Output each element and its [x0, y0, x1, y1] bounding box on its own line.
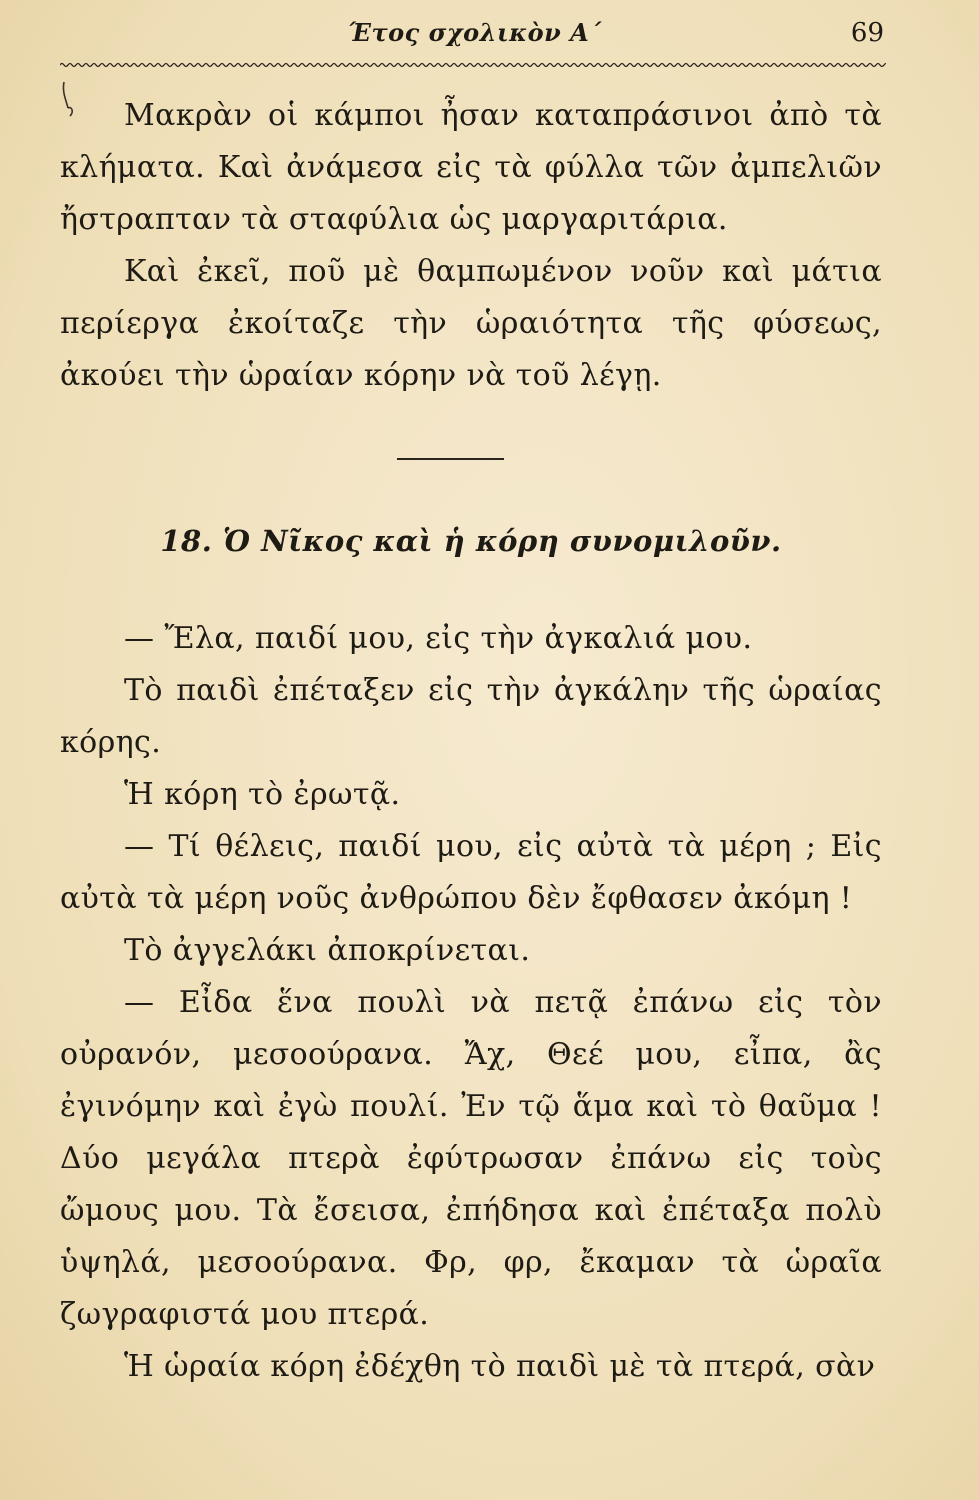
- opening-paragraphs: [60, 90, 882, 402]
- paragraph: Τὸ παιδὶ ἐπέταξεν εἰς τὴν ἀγκάλην τῆς ὡραίας κόρης.: [60, 673, 882, 760]
- section-title: 18. Ὁ Νῖκος καὶ ἡ κόρη συνομιλοῦν.: [160, 524, 782, 558]
- paragraph: Τὸ ἀγγελάκι ἀποκρίνεται.: [124, 933, 531, 968]
- wavy-header-rule: [60, 62, 886, 68]
- paragraph: — Ἔλα, παιδί μου, εἰς τὴν ἀγκαλιά μου.: [124, 621, 753, 656]
- page-header: [60, 18, 890, 58]
- paragraph: — Τί θέλεις, παιδί μου, εἰς αὐτὰ τὰ μέρη ; Εἰς αὐτὰ τὰ μέρη νοῦς ἀνθρώπου δὲν ἔφθασεν ἀκόμη !: [60, 829, 882, 916]
- paragraph: Μακρὰν οἱ κάμποι ἦσαν καταπράσινοι ἀπὸ τὰ κλήματα. Καὶ ἀνάμεσα εἰς τὰ φύλλα τῶν ἀμπελιῶν ἤστραπταν τὰ σταφύλια ὡς μαργαριτάρια.: [60, 98, 882, 237]
- dialog-paragraphs: [60, 613, 882, 1393]
- page-number: 69: [850, 18, 884, 48]
- paragraph: Ἡ κόρη τὸ ἐρωτᾷ.: [124, 777, 401, 812]
- paragraph: Ἡ ὡραία κόρη ἐδέχθη τὸ παιδὶ μὲ τὰ πτερά, σὰν: [124, 1349, 876, 1384]
- paragraph: — Εἶδα ἕνα πουλὶ νὰ πετᾷ ἐπάνω εἰς τὸν οὐρανόν, μεσοούρανα. Ἄχ, Θεέ μου, εἶπα, ἂς ἐγινόμην καὶ ἐγὼ πουλί. Ἐν τῷ ἅμα καὶ τὸ θαῦμα ! Δύο μεγάλα πτερὰ ἐφύτρωσαν ἐπάνω εἰς τοὺς ὤμους μου. Τὰ ἔσεισα, ἐπήδησα καὶ ἐπέταξα πολὺ ὑψηλά, μεσοούρανα. Φρ, φρ, ἔκαμαν τὰ ὡραῖα ζωγραφιστά μου πτερά.: [60, 985, 882, 1332]
- section-separator-line: [397, 458, 504, 460]
- running-title: Έτος σχολικὸν Α΄: [348, 18, 602, 47]
- paragraph: Καὶ ἐκεῖ, ποῦ μὲ θαμπωμένον νοῦν καὶ μάτια περίεργα ἐκοίταζε τὴν ὡραιότητα τῆς φύσεως, ἀκούει τὴν ὡραίαν κόρην νὰ τοῦ λέγῃ.: [60, 254, 882, 393]
